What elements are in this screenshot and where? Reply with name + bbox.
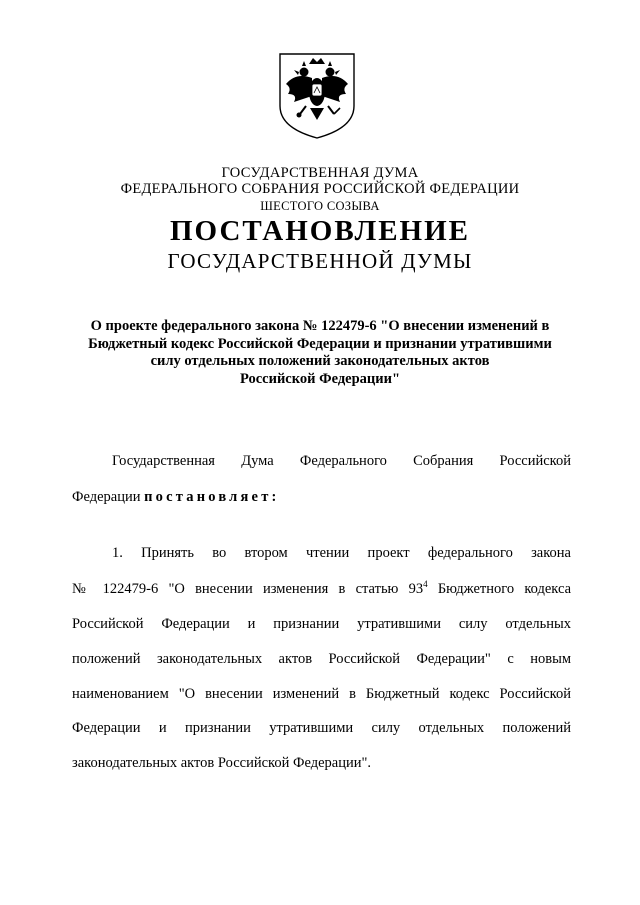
item-text: № 122479-6 "О внесении изменения в статью 93 bbox=[72, 581, 424, 597]
subject-line: Российской Федерации" bbox=[239, 370, 401, 387]
item-line bbox=[72, 580, 571, 598]
preamble-prefix: Федерации bbox=[72, 489, 141, 505]
subject-line: Бюджетный кодекс Российской Федерации и признании утратившими bbox=[88, 335, 552, 352]
item-line: законодательных актов Российской Федерации". bbox=[72, 755, 372, 771]
org-line-duma: ГОСУДАРСТВЕННАЯ ДУМА bbox=[221, 165, 419, 181]
document-subject bbox=[70, 318, 570, 388]
item-line: Федерации и признании утратившими силу отдельных положений bbox=[72, 720, 571, 736]
document-subtitle: ГОСУДАРСТВЕННОЙ ДУМЫ bbox=[167, 249, 473, 273]
document-title: ПОСТАНОВЛЕНИЕ bbox=[169, 215, 470, 247]
item-line: 1. Принять во втором чтении проект федерального закона bbox=[112, 545, 571, 561]
org-line-federal-assembly: ФЕДЕРАЛЬНОГО СОБРАНИЯ РОССИЙСКОЙ ФЕДЕРАЦИИ bbox=[120, 181, 520, 197]
item-text: Бюджетного кодекса bbox=[427, 581, 572, 597]
item-line: Российской Федерации и признании утратившими силу отдельных bbox=[72, 616, 571, 632]
state-emblem-icon bbox=[276, 50, 358, 142]
item-line: наименованием "О внесении изменений в Бюджетный кодекс Российской bbox=[72, 686, 571, 702]
subject-line: О проекте федерального закона № 122479-6 "О внесении изменений в bbox=[90, 318, 550, 334]
preamble-line: Государственная Дума Федерального Собрания Российской bbox=[112, 453, 571, 469]
org-line-convocation: ШЕСТОГО СОЗЫВА bbox=[260, 199, 380, 213]
preamble-line bbox=[72, 488, 571, 506]
item-line: положений законодательных актов Российской Федерации" с новым bbox=[72, 651, 571, 667]
subject-line: силу отдельных положений законодательных актов bbox=[150, 353, 490, 369]
article-superscript: 4 bbox=[423, 579, 428, 589]
resolution-verb: постановляет: bbox=[144, 489, 280, 505]
